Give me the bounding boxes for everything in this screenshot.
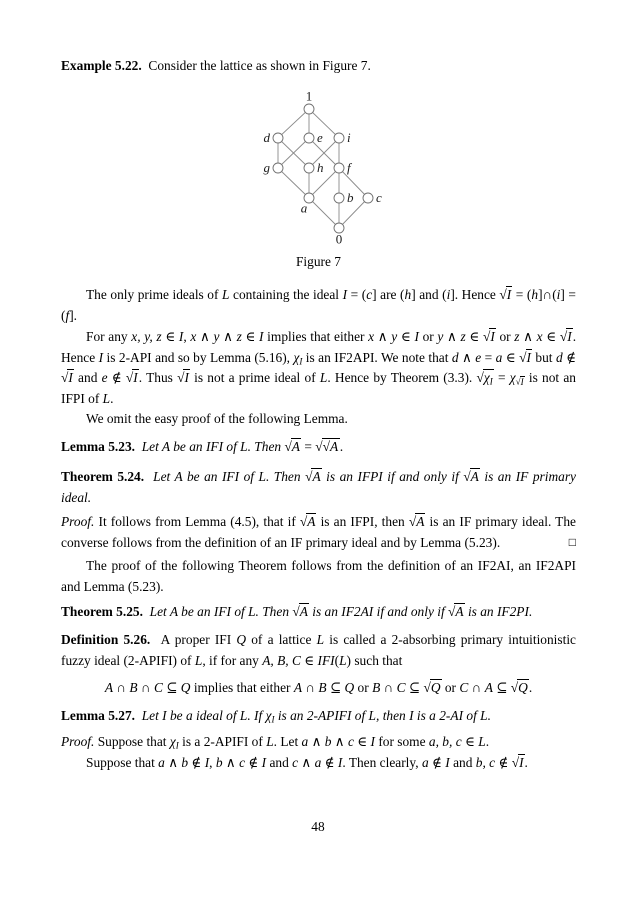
- lattice-node-label-e: e: [317, 130, 323, 145]
- definition-5-26-label: Definition 5.26.: [61, 632, 151, 647]
- paragraph-proof-following: The proof of the following Theorem follows from the definition of an IF2AI, an IF2API and Lemma (5.23).: [61, 558, 576, 594]
- lattice-svg: [240, 90, 400, 250]
- lemma-5-27-label: Lemma 5.27.: [61, 708, 136, 723]
- page-number: 48: [311, 819, 325, 834]
- lattice-edge-g-a: [278, 168, 309, 198]
- lattice-edge-c-0: [339, 198, 368, 228]
- lattice-node-1: [304, 104, 314, 114]
- lattice-node-i: [334, 133, 344, 143]
- lemma-5-23-text: Let A be an IFI of L. Then √A = √√A .: [141, 439, 344, 454]
- proof-5-27-line-2: Suppose that a ∧ b ∉ I, b ∧ c ∉ I and c ∧ a ∉ I. Then clearly, a ∉ I and b, c ∉ √I.: [86, 754, 528, 770]
- lemma-5-23: [61, 437, 576, 458]
- definition-5-26: [61, 630, 576, 671]
- lattice-edge-a-0: [309, 198, 339, 228]
- theorem-5-24: [61, 467, 576, 508]
- theorem-5-24-label: Theorem 5.24.: [61, 469, 145, 484]
- lattice-node-e: [304, 133, 314, 143]
- qed-box: □: [568, 534, 576, 549]
- lattice-node-label-f: f: [347, 160, 351, 175]
- lattice-edge-f-c: [339, 168, 368, 198]
- lattice-node-h: [304, 163, 314, 173]
- theorem-5-25-label: Theorem 5.25.: [61, 604, 143, 619]
- example-label: Example 5.22.: [61, 58, 142, 73]
- definition-5-26-equation: A ∩ B ∩ C ⊆ Q implies that either A ∩ B ⊆ Q or B ∩ C ⊆ √Q or C ∩ A ⊆ √Q.: [104, 680, 533, 695]
- lattice-edge-f-a: [309, 168, 339, 198]
- theorem-5-25: [61, 602, 576, 623]
- figure-7-diagram: [240, 90, 400, 250]
- lattice-node-label-a: a: [300, 200, 308, 216]
- example-text: Consider the lattice as shown in Figure 7.: [148, 58, 371, 73]
- lemma-5-23-label: Lemma 5.23.: [61, 439, 136, 454]
- lattice-node-label-h: h: [317, 160, 324, 175]
- lattice-node-b: [334, 193, 344, 203]
- lattice-node-label-i: i: [347, 130, 351, 145]
- lattice-node-c: [363, 193, 373, 203]
- lattice-edge-1-i: [309, 109, 339, 138]
- lattice-node-d: [273, 133, 283, 143]
- lemma-5-27-text: Let I be a ideal of L. If $\chi_I$ is an 2-APIFI of L, then I is a 2-AI of L.: [141, 708, 491, 725]
- paragraph-for-any: For any x, y, z ∈ I, x ∧ y ∧ z ∈ I implies that either x ∧ y ∈ I or y ∧ z ∈ √I or z ∧ x ∈ √I. Hence I is 2-API and so by Lemma (5.16), $\chi_I$ is an IF2API. We note that d ∧ e = a ∈ √I but d ∉ √I and e ∉ √I. Thus √I is not a prime ideal of L. Hence by Theorem (3.3). $√\chi_I = \chi_{√I}$ is not an IFPI of L.: [61, 329, 577, 406]
- definition-5-26-text: A proper IFI Q of a lattice L is called a 2-absorbing primary intuitionistic fuzzy ideal (2-APIFI) of L, if for any A, B, C ∈ IFI(L) such that: [61, 632, 577, 668]
- lattice-node-g: [273, 163, 283, 173]
- lattice-node-label-c: c: [376, 190, 382, 205]
- lemma-5-27: [61, 706, 576, 727]
- paragraph-prime-ideals: The only prime ideals of L containing the ideal I = (c] are (h] and (i]. Hence √I = (h]∩(i] = (f].: [61, 287, 576, 323]
- lattice-node-label-1: 1: [305, 90, 313, 104]
- lattice-edge-1-d: [278, 109, 309, 138]
- paragraph-we-omit: We omit the easy proof of the following Lemma.: [86, 411, 348, 426]
- proof-5-27-line-1: Proof. Suppose that $\chi_I$ is a 2-APIFI of L. Let a ∧ b ∧ c ∈ I for some a, b, c ∈ L.: [61, 734, 490, 751]
- lattice-node-label-b: b: [347, 190, 354, 205]
- lattice-node-label-0: 0: [335, 231, 343, 247]
- theorem-5-25-text: Let A be an IFI of L. Then √A is an IF2AI if and only if √A is an IF2PI.: [149, 604, 533, 619]
- proof-theorem-5-24: [61, 512, 576, 553]
- theorem-5-24-text: Let A be an IFI of L. Then √A is an IFPI if and only if √A is an IF primary ideal.: [61, 469, 576, 505]
- lattice-node-label-d: d: [263, 130, 270, 145]
- proof-lemma-5-27: [61, 732, 576, 773]
- example-5-22-paragraph: [61, 56, 576, 77]
- lattice-node-f: [334, 163, 344, 173]
- lattice-node-label-g: g: [263, 160, 270, 175]
- proof-5-24-text: Proof. It follows from Lemma (4.5), that if √A is an IFPI, then √A is an IF primary ideal. The converse follows from the definition of an IF primary ideal and by Lemma (5.23).: [61, 514, 576, 550]
- figure-caption: Figure 7: [295, 254, 341, 269]
